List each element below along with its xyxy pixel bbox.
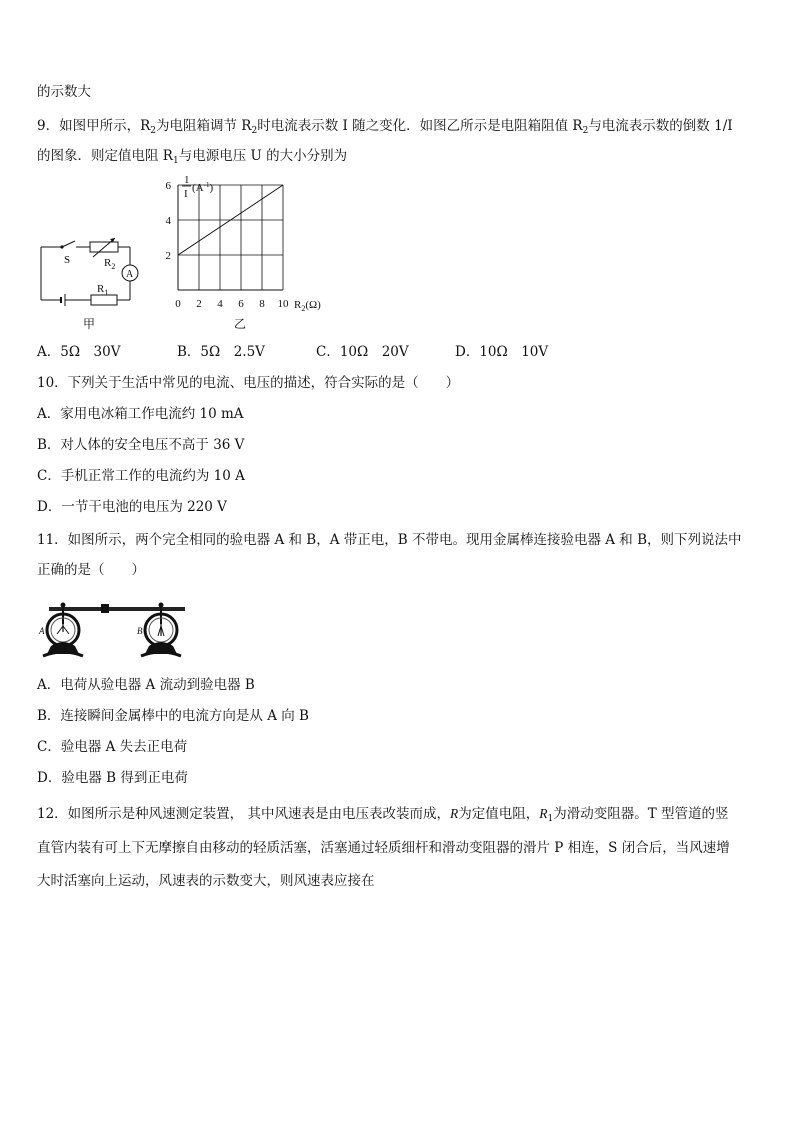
q11-option-b[interactable]: B．连接瞬间金属棒中的电流方向是从 A 向 B [37, 708, 309, 724]
q9-stem-line2: 的图象．则定值电阻 $R_1$与电源电压 U 的大小分别为 [37, 148, 348, 166]
q9-option-c[interactable]: C．10Ω 20V [316, 344, 409, 360]
q11-electroscope-figure [37, 598, 197, 662]
q12-stem-line2: 直管内装有可上下无摩擦自由移动的轻质活塞，活塞通过轻质细杆和滑动变阻器的滑片 P 相连，S 闭合后，当风速增 [37, 840, 730, 856]
electroscope-a [43, 607, 83, 656]
ammeter-label: A [126, 269, 134, 280]
x-tick-label: 0 [175, 298, 181, 310]
q11-option-a[interactable]: A．电荷从验电器 A 流动到验电器 B [37, 677, 255, 693]
q9-option-a[interactable]: A．5Ω 30V [37, 344, 121, 360]
x-tick-label: 10 [277, 298, 289, 310]
q11-stem-line2: 正确的是（ ） [37, 562, 145, 578]
q12-stem-line3: 大时活塞向上运动，风速表的示数变大，则风速表应接在 [37, 873, 375, 889]
switch-label: S [64, 254, 71, 266]
q10-option-a[interactable]: A．家用电冰箱工作电流约 10 mA [37, 406, 244, 422]
x-tick-label: 6 [238, 298, 244, 310]
svg-text:1: 1 [184, 174, 190, 186]
y-axis-label [182, 174, 213, 200]
y-tick-label: 2 [165, 250, 171, 262]
r1-label: $R_1$ [97, 283, 109, 297]
q12-stem-line1: 12．如图所示是种风速测定装置， 其中风速表是由电压表改装而成，R为定值电阻，$R_1$为滑动变阻器。T 型管道的竖 [37, 806, 729, 824]
x-tick-label: 8 [259, 298, 265, 310]
continuation-text: 的示数大 [37, 84, 91, 100]
q11-option-c[interactable]: C．验电器 A 失去正电荷 [37, 739, 188, 755]
figure-yi-caption: 乙 [234, 317, 247, 331]
y-tick-label: 4 [165, 215, 171, 227]
q10-option-c[interactable]: C．手机正常工作的电流约为 10 A [37, 468, 245, 484]
q9-option-b[interactable]: B．5Ω 2.5V [177, 344, 265, 360]
r2-label: $R_2$ [104, 257, 116, 271]
svg-text:(A-1): $(A^{-1})$ [192, 181, 214, 194]
q11-option-d[interactable]: D．验电器 B 得到正电荷 [37, 770, 188, 786]
y-tick-label: 6 [165, 180, 171, 192]
svg-text:I: I [184, 188, 188, 200]
figure-jia-caption: 甲 [83, 317, 96, 331]
x-axis-label: $R_2(\Omega)$ [294, 299, 321, 313]
q9-stem-line1: 9．如图甲所示，$R_2$为电阻箱调节 $R_2$时电流表示数 I 随之变化．如图乙所示是电阻箱阻值 $R_2$与电流表示数的倒数 1/I [37, 118, 733, 136]
q10-option-d[interactable]: D．一节干电池的电压为 220 V [37, 499, 227, 515]
x-tick-label: 4 [217, 298, 223, 310]
q10-option-b[interactable]: B．对人体的安全电压不高于 36 V [37, 437, 245, 453]
q9-graph-figure [158, 175, 348, 335]
electroscope-b-label: B [137, 626, 143, 636]
q9-option-d[interactable]: D．10Ω 10V [455, 344, 549, 360]
q10-stem: 10．下列关于生活中常见的电流、电压的描述，符合实际的是（ ） [37, 375, 460, 391]
electroscope-b [141, 607, 181, 656]
x-tick-label: 2 [196, 298, 202, 310]
q9-circuit-figure [35, 230, 145, 330]
q11-stem-line1: 11．如图所示，两个完全相同的验电器 A 和 B，A 带正电，B 不带电。现用金属棒连接验电器 A 和 B，则下列说法中 [37, 532, 742, 548]
electroscope-a-label: A [39, 626, 45, 636]
